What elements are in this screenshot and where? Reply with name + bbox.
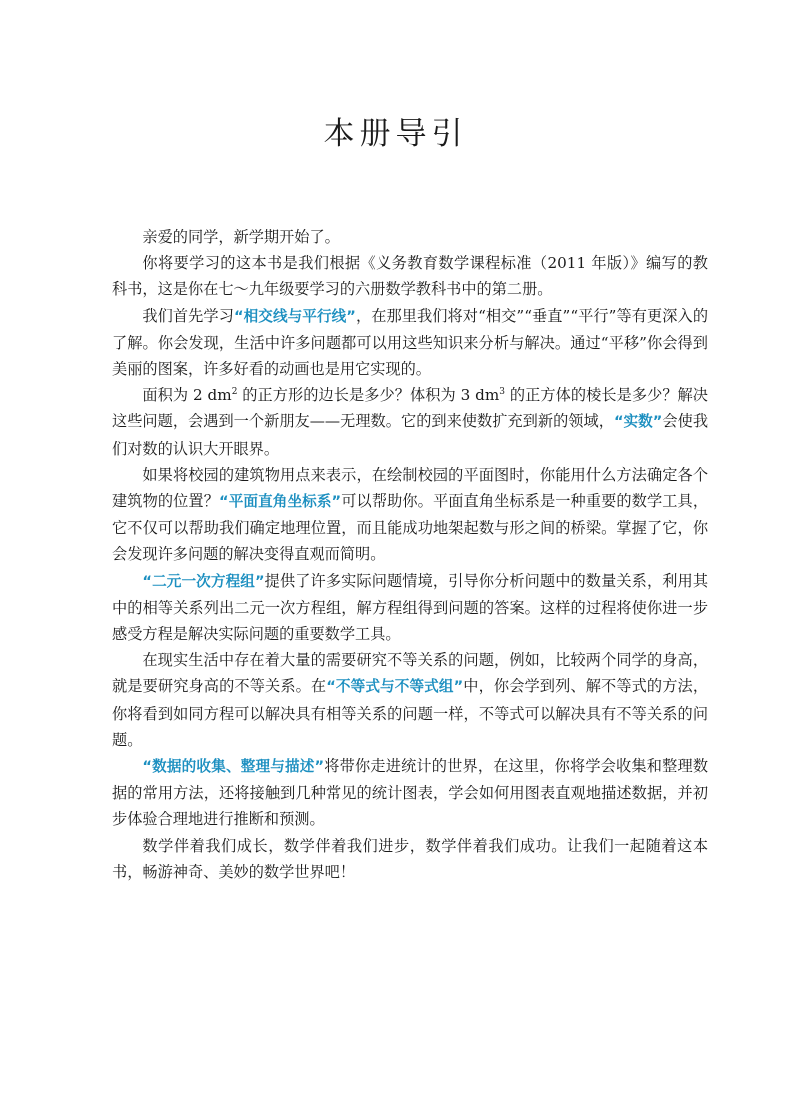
paragraph-text: 在现实生活中存在着大量的需要研究不等关系的问题，例如，比较两个同学的身高，就是要研究身高的不等关系。在 <box>112 651 708 696</box>
paragraph-greeting <box>112 224 708 250</box>
chapter-highlight: “相交线与平行线” <box>233 307 356 325</box>
paragraph-text: 会使我们对数的认识大开眼界。 <box>112 412 709 458</box>
chapter-highlight: “平面直角坐标系” <box>219 493 342 511</box>
paragraph-text: 我们首先学习 <box>142 306 234 325</box>
paragraph-text: 亲爱的同学，新学期开始了。 <box>142 228 340 246</box>
paragraph-text: ，在那里我们将对“相交”“垂直”“平行”等有更深入的了解。你会发现，生活中许多问题都可以用这些知识来分析与解决。通过“平移”你会得到美丽的图案，许多好看的动画也是用它实现的。 <box>112 306 709 379</box>
paragraph-text: 提供了许多实际问题情境，引导你分析问题中的数量关系，利用其中的相等关系列出二元一次方程组，解方程组得到问题的答案。这样的过程将使你进一步感受方程是解决实际问题的重要数学工具。 <box>112 571 709 644</box>
guide-body <box>112 224 708 885</box>
paragraph-text: 面积为 2 dm <box>142 386 232 405</box>
paragraph-text: 将带你走进统计的世界，在这里，你将学会收集和整理数据的常用方法，还将接触到几种常见的统计图表，学会如何用图表直观地描述数据，并初步体验合理地进行推断和预测。 <box>112 757 709 829</box>
paragraph-text: 的正方体的棱长是多少？解决这些问题，会遇到一个新朋友——无理数。它的到来使数扩充到新的领域， <box>112 386 708 431</box>
paragraph-coordinate-system <box>112 462 708 568</box>
chapter-highlight: “二元一次方程组” <box>142 572 265 590</box>
paragraph-text: 如果将校园的建筑物用点来表示，在绘制校园的平面图时，你能用什么方法确定各个建筑物的位置？ <box>112 465 708 511</box>
paragraph-real-numbers <box>112 382 708 462</box>
paragraph-text: 的正方形的边长是多少？体积为 3 dm <box>237 386 500 405</box>
page-title: 本册导引 <box>323 116 468 152</box>
paragraph-intro <box>112 250 708 302</box>
chapter-highlight: “实数” <box>613 413 663 431</box>
paragraph-text: 可以帮助你。平面直角坐标系是一种重要的数学工具，它不仅可以帮助我们确定地理位置，而且能成功地架起数与形之间的桥梁。掌握了它，你会发现许多问题的解决变得直观而简明。 <box>112 492 709 564</box>
paragraph-text: 数学伴着我们成长，数学伴着我们进步，数学伴着我们成功。让我们一起随着这本书，畅游神奇、美妙的数学世界吧！ <box>112 836 708 881</box>
paragraph-inequalities <box>112 647 708 753</box>
paragraph-intersecting-parallel-lines <box>112 303 708 383</box>
chapter-highlight: “不等式与不等式组” <box>326 678 464 696</box>
paragraph-statistics <box>112 753 708 833</box>
paragraph-closing <box>112 833 708 885</box>
paragraph-linear-equations <box>112 568 708 648</box>
chapter-highlight: “数据的收集、整理与描述” <box>142 758 325 776</box>
paragraph-text: 你将要学习的这本书是我们根据《义务教育数学课程标准（2011 年版）》编写的教科书，这是你在七～九年级要学习的六册数学教科书中的第二册。 <box>112 254 708 299</box>
superscript: 3 <box>499 387 505 398</box>
superscript: 2 <box>231 387 238 398</box>
paragraph-text: 中，你会学到列、解不等式的方法，你将看到如同方程可以解决具有相等关系的问题一样，不等式可以解决具有不等关系的问题。 <box>112 677 709 749</box>
